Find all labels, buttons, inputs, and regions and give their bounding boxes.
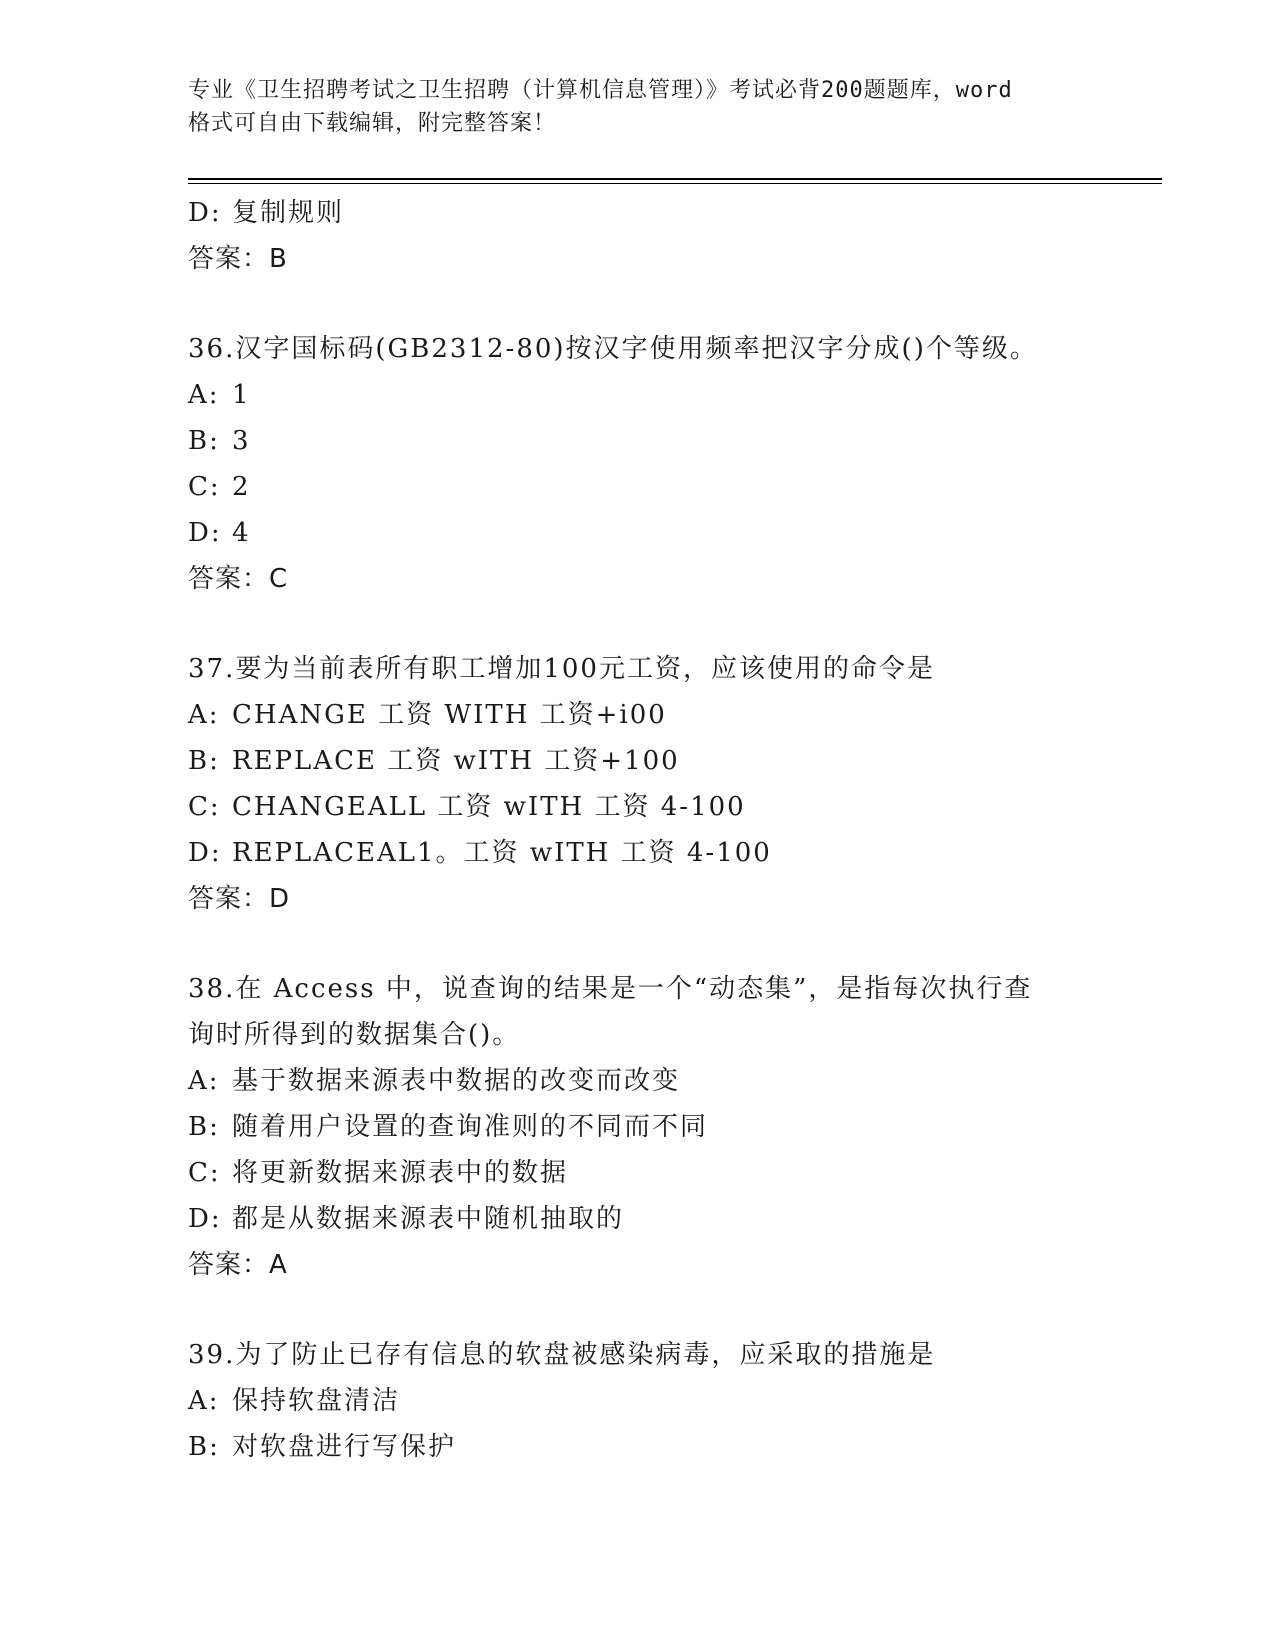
question-38-answer: 答案：A (188, 1250, 288, 1280)
question-36-option-c: C: 2 (188, 472, 251, 502)
question-38-text-line-2: 询时所得到的数据集合()。 (188, 1020, 521, 1050)
question-38-text-line-1: 38.在 Access 中，说查询的结果是一个“动态集”，是指每次执行查 (188, 974, 1033, 1004)
question-38-option-c: C: 将更新数据来源表中的数据 (188, 1158, 569, 1188)
header-line-2: 格式可自由下载编辑，附完整答案！ (188, 111, 557, 136)
question-36-text: 36.汉字国标码(GB2312-80)按汉字使用频率把汉字分成()个等级。 (188, 334, 1038, 364)
header-divider-thin (188, 183, 1162, 184)
question-37-option-b: B: REPLACE 工资 wITH 工资+100 (188, 746, 680, 776)
document-header (188, 74, 1088, 140)
question-36-answer: 答案：C (188, 564, 289, 594)
question-39-option-b: B: 对软盘进行写保护 (188, 1432, 457, 1462)
question-38-option-a: A: 基于数据来源表中数据的改变而改变 (188, 1066, 681, 1096)
prev-option-d: D: 复制规则 (188, 198, 345, 228)
question-36-option-a: A: 1 (188, 380, 251, 410)
question-39-text: 39.为了防止已存有信息的软盘被感染病毒，应采取的措施是 (188, 1340, 936, 1370)
question-36-option-b: B: 3 (188, 426, 251, 456)
question-38-option-d: D: 都是从数据来源表中随机抽取的 (188, 1204, 625, 1234)
question-list (188, 190, 1148, 1470)
question-36-option-d: D: 4 (188, 518, 251, 548)
question-37-answer: 答案：D (188, 884, 291, 914)
question-38-option-b: B: 随着用户设置的查询准则的不同而不同 (188, 1112, 709, 1142)
question-37-option-a: A: CHANGE 工资 WITH 工资+i00 (188, 700, 667, 730)
header-divider-thick (188, 178, 1162, 180)
header-line-1: 专业《卫生招聘考试之卫生招聘（计算机信息管理）》考试必背200题题库，word (188, 78, 1013, 103)
question-37-text: 37.要为当前表所有职工增加100元工资，应该使用的命令是 (188, 654, 935, 684)
prev-answer: 答案：B (188, 244, 288, 274)
question-37-option-d: D: REPLACEAL1。工资 wITH 工资 4-100 (188, 838, 772, 868)
question-39-option-a: A: 保持软盘清洁 (188, 1386, 401, 1416)
question-37-option-c: C: CHANGEALL 工资 wITH 工资 4-100 (188, 792, 746, 822)
